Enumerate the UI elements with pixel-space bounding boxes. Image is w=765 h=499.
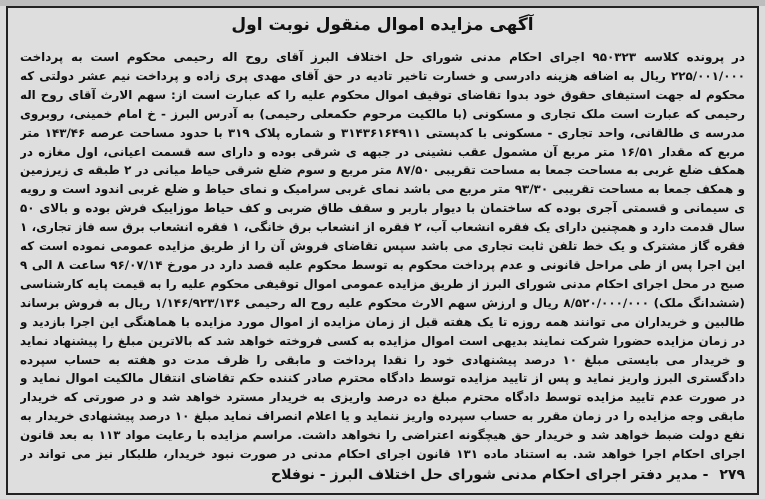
notice-title: آگهی مزایده اموال منقول نوبت اول [231, 15, 534, 35]
notice-footer [20, 467, 745, 483]
notice-signature: - مدیر دفتر اجرای احکام مدنی شورای حل اختلاف البرز - نوفلاح [271, 467, 709, 483]
notice-number: ۲۷۹ [719, 467, 745, 483]
notice-frame [6, 6, 759, 495]
notice-body: در پرونده کلاسه ۹۵۰۳۲۳ اجرای احکام مدنی شورای حل اختلاف البرز آقای روح اله رحیمی محکوم است به پرداخت ۲۲۵/۰۰۱/۰۰۰ ریال به اضافه هزینه دادرسی و خسارت تاخیر تادیه در حق آقای مهدی پری زاده و پرداخت نیم عشر دولتی که محکوم له جهت استیفای حقوق خود بدوا تقاضای توقیف اموال محکوم علیه را که عبارت است از: سهم الارث آقای روح اله رحیمی که عبارت است ملک تجاری و مسکونی (با مالکیت مرحوم حکمعلی رحیمی) به آدرس البرز - خ امام خمینی، روبروی مدرسه ی طالقانی، واحد تجاری - مسکونی با کدپستی ۳۱۴۳۶۱۶۴۹۱۱ و شماره پلاک ۳۱۹ با حدود مساحت عرصه ۱۴۳/۴۶ متر مربع که مقدار ۱۶/۵۱ متر مربع آن مشمول عقب نشینی در جبهه ی شرقی بوده و دارای سه قسمت اعیانی، اول مغازه در همکف ضلع غربی به مساحت جمعا به مساحت تقریبی ۸۷/۵۰ متر مربع و سوم ضلع شرقی حیاط میانی در ۲ طبقه ی زیرزمین و همکف جمعا به مساحت تقریبی ۹۳/۳۰ متر مربع می باشد نمای غربی سرامیک و نمای حیاط و ضلع غربی اندود است و رویه ی سیمانی و قسمتی آجری بوده که ساختمان با دیوار باربر و سقف طاق ضربی و کف حیاط موزاییک فرش بوده و بالای ۵۰ سال قدمت دارد و همچنین دارای یک فقره انشعاب آب، ۲ فقره از انشعاب برق خانگی، ۱ فقره انشعاب برق سه فاز تجاری، ۱ فقره گاز مشترک و یک خط تلفن ثابت تجاری می باشد سپس تقاضای فروش آن را از طریق مزایده عمومی نموده است که این اجرا پس از طی مراحل قانونی و عدم پرداخت محکوم به توسط محکوم علیه قصد دارد در مورخ ۹۶/۰۷/۱۴ ساعت ۸ الی ۹ صبح در محل اجرای احکام مدنی شورای البرز از طریق مزایده عمومی اموال توقیفی محکوم علیه را به قیمت پایه کارشناسی (ششدانگ ملک) ۸/۵۲۰/۰۰۰/۰۰۰ ریال و ارزش سهم الارث محکوم علیه روح اله رحیمی ۱/۱۴۶/۹۲۳/۱۳۶ ریال به فروش برساند طالبین و خریداران می توانند همه روزه تا یک هفته قبل از زمان مزایده از اموال مورد مزایده با هماهنگی این اجرا بازدید و در زمان مزایده حضورا شرکت نمایند بدیهی است اموال مزایده به کسی فروخته خواهد شد که بالاترین مبلغ را پیشنهاد نماید و خریدار می بایستی مبلغ ۱۰ درصد پیشنهادی خود را نقدا پرداخت و مابقی را ظرف مدت دو هفته به حساب سپرده دادگستری البرز واریز نماید و پس از تایید مزایده توسط دادگاه محترم صادر کننده حکم تقاضای انتقال مالکیت اموال نماید و در صورت عدم تایید مزایده توسط دادگاه محترم مبلغ ده درصد واریزی به خریدار مسترد خواهد شد و در صورتی که خریدار مابقی وجه مزایده را در زمان مقرر به حساب سپرده واریز ننماید و یا اعلام انصراف نماید مبلغ ۱۰ درصد پیشنهادی خریدار به نفع دولت ضبط خواهد شد و خریدار حق هیچگونه اعتراضی را نخواهد داشت. مراسم مزایده با رعایت مواد ۱۱۳ به بعد قانون اجرای احکام اجرا خواهد شد. به استناد ماده ۱۳۱ قانون اجرای احکام مدنی در صورت نبود خریدار، طلبکار نیز می تواند در [20, 50, 745, 462]
